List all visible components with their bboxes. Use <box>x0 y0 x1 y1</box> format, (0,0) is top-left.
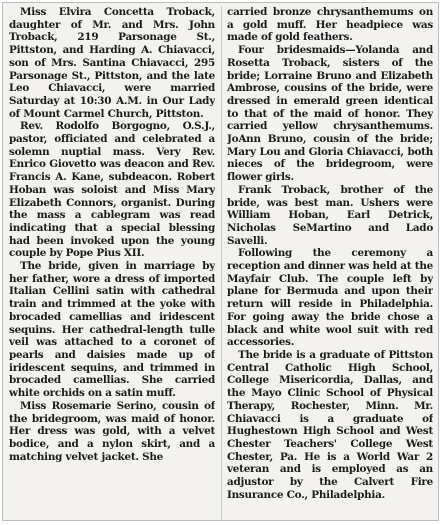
paragraph-maid-of-honor-continued: carried bronze chrysanthemums on a gold muff. Her headpiece was made of gold feathers. <box>227 6 433 44</box>
paragraph-reception: Following the ceremony a reception and dinner was held at the Mayfair Club. The couple left by plane for Bermuda and upon their return will reside in Philadelphia. For going away the bride chose a black and white wool suit with red accessories. <box>227 247 433 349</box>
right-column <box>227 6 433 520</box>
paragraph-bride-dress: The bride, given in marriage by her father, wore a dress of imported Italian Cellini satin with cathedral train and trimmed at the yoke with brocaded camellias and iridescent sequins. Her cathedral-length tulle veil was attached to a coronet of pearls and daisies made up of iridescent sequins, and trimmed in brocaded camellias. She carried white orchids on a satin muff. <box>9 260 215 400</box>
paragraph-best-man-ushers: Frank Troback, brother of the bride, was best man. Ushers were William Hoban, Earl Detrick, Nicholas SeMartino and Lado Savelli. <box>227 183 433 247</box>
paragraph-maid-of-honor: Miss Rosemarie Serino, cousin of the bridegroom, was maid of honor. Her dress was gold, with a velvet bodice, and a nylon skirt, and a matching velvet jacket. She <box>9 399 215 463</box>
paragraph-bridesmaids: Four bridesmaids—Yolanda and Rosetta Troback, sisters of the bride; Lorraine Bruno and Elizabeth Ambrose, cousins of the bride, were dressed in emerald green identical to that of the maid of honor. They carried yellow chrysanthemums. JoAnn Bruno, cousin of the bride; Mary Lou and Gloria Chiavacci, both nieces of the bridegroom, were flower girls. <box>227 44 433 184</box>
paragraph-ceremony-officiants: Rev. Rodolfo Borgogno, O.S.J., pastor, officiated and celebrated a solemn nuptial mass. Very Rev. Enrico Giovetto was deacon and Rev. Francis A. Kane, subdeacon. Robert Hoban was soloist and Miss Mary Elizabeth Connors, organist. During the mass a cablegram was read indicating that a special blessing had been invoked upon the young couple by Pope Pius XII. <box>9 120 215 260</box>
paragraph-wedding-announcement: Miss Elvira Concetta Troback, daughter of Mr. and Mrs. John Troback, 219 Parsonage St., Pittston, and Harding A. Chiavacci, son of Mrs. Santina Chiavacci, 295 Parsonage St., Pittston, and the late Leo Chiavacci, were married Saturday at 10:30 A.M. in Our Lady of Mount Carmel Church, Pittston. <box>9 6 215 120</box>
left-column <box>9 6 215 520</box>
newspaper-clipping <box>2 2 439 521</box>
column-divider <box>221 6 222 520</box>
paragraph-education-employment: The bride is a graduate of Pittston Central Catholic High School, College Misericordia, Dallas, and the Mayo Clinic School of Physical Therapy, Rochester, Minn. Mr. Chiavacci is a graduate of Hughestown High School and West Chester Teachers' College West Chester, Pa. He is a World War 2 veteran and is employed as an adjustor by the Calvert Fire Insurance Co., Philadelphia. <box>227 348 433 501</box>
